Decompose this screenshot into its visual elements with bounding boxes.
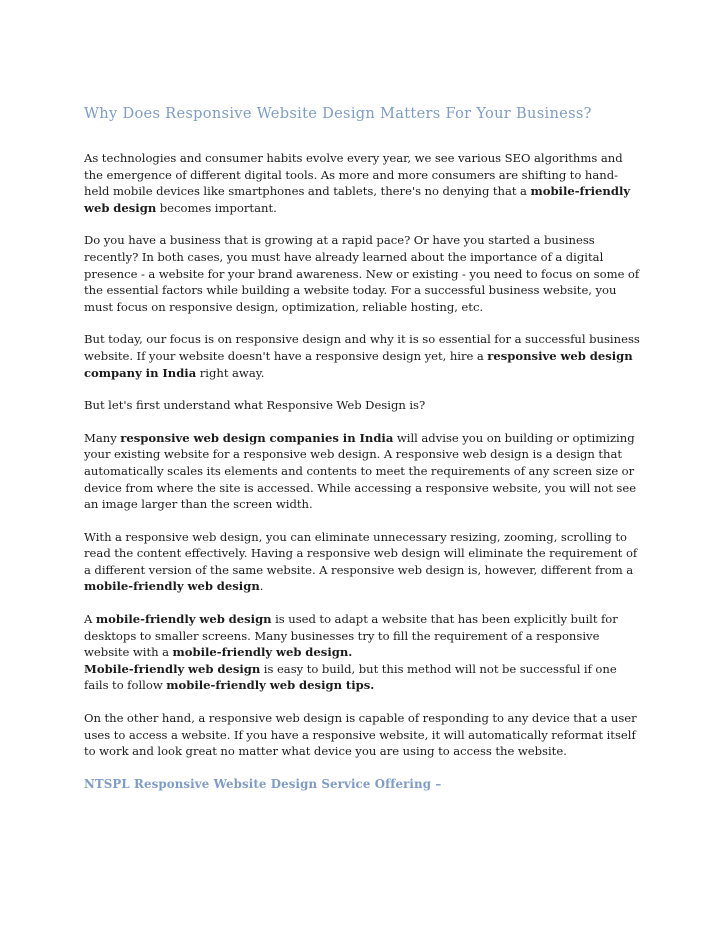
emphasis-text: responsive web design companies in India [120, 430, 394, 445]
body-text: Do you have a business that is growing at a rapid pace? Or have you started a business recently? In both cases, you must have already learned about the importance of a digital presence - a website for your brand awareness. New or existing - you need to focus on some of the essential factors while building a website today. For a successful business website, you must focus on responsive design, optimization, reliable hosting, etc. [84, 233, 640, 314]
emphasis-text: mobile-friendly web design [84, 579, 260, 594]
emphasis-text: mobile-friendly web design. [172, 645, 353, 660]
body-paragraph [84, 150, 642, 216]
body-text: But let's first understand what Responsive Web Design is? [84, 398, 426, 413]
emphasis-text: mobile-friendly web design tips. [166, 678, 375, 693]
body-paragraph [84, 232, 642, 315]
body-paragraph [84, 529, 642, 595]
body-text: is easy to build, but this method will not be successful if one fails to follow [84, 661, 617, 693]
body-text: will advise you on building or optimizing your existing website for a responsive web design. A responsive web design is a design that automatically scales its elements and contents to meet the requirements of any screen size or device from where the site is accessed. While accessing a responsive website, you will not see an image larger than the screen width. [84, 430, 637, 512]
body-text: As technologies and consumer habits evolve every year, we see various SEO algorithms and the emergence of different digital tools. As more and more consumers are shifting to hand-held mobile devices like smartphones and tablets, there's no denying that a [84, 151, 623, 199]
body-text: becomes important. [156, 200, 277, 215]
body-paragraph [84, 331, 642, 381]
body-paragraph [84, 430, 642, 513]
body-paragraph [84, 397, 642, 414]
document-body [84, 150, 642, 760]
emphasis-text: mobile-friendly web design [84, 184, 631, 215]
body-paragraph [84, 611, 642, 694]
body-paragraph [84, 710, 642, 760]
body-text: On the other hand, a responsive web design is capable of responding to any device that a user uses to access a website. If you have a responsive website, it will automatically reformat itself to work and look great no matter what device you are using to access the website. [84, 711, 637, 759]
body-text: With a responsive web design, you can eliminate unnecessary resizing, zooming, scrolling to read the content effectively. Having a responsive web design will eliminate the requirement of a different version of the same website. A responsive web design is, however, different from a [84, 529, 638, 577]
body-text: But today, our focus is on responsive design and why it is so essential for a successful business website. If your website doesn't have a responsive design yet, hire a [84, 332, 640, 363]
emphasis-text: mobile-friendly web design [95, 612, 272, 627]
body-text: Many [84, 430, 121, 445]
emphasis-text: Mobile-friendly web design [84, 661, 261, 676]
body-text: A [84, 612, 96, 627]
body-text: right away. [196, 365, 265, 380]
page-title: Why Does Responsive Website Design Matters For Your Business? [84, 105, 592, 122]
body-text: is used to adapt a website that has been explicitly built for desktops to smaller screens. Many businesses try to fill the requirement of a responsive website with a [84, 612, 618, 660]
body-text: . [259, 579, 264, 594]
section-heading-ntspl: NTSPL Responsive Website Design Service Offering – [84, 776, 442, 791]
document-content [84, 104, 642, 792]
emphasis-text: responsive web design company in India [84, 348, 633, 380]
